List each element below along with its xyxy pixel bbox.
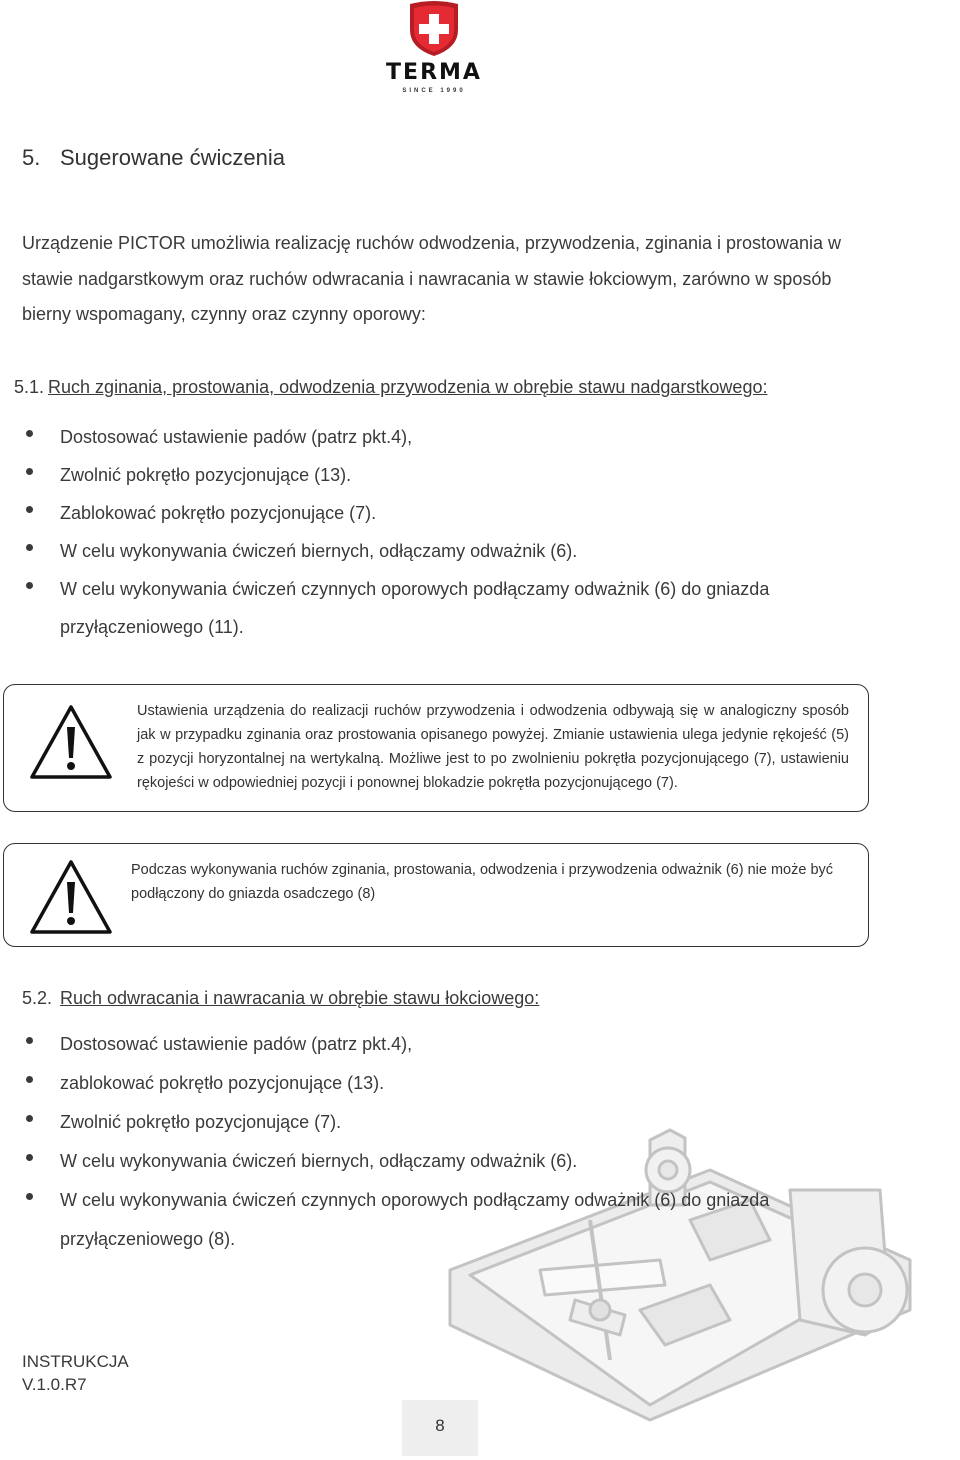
bullet-icon xyxy=(26,1037,33,1044)
doc-title: INSTRUKCJA xyxy=(22,1352,129,1371)
list-item: W celu wykonywania ćwiczeń biernych, odłączamy odważnik (6). xyxy=(22,532,822,570)
steps-list-5-1 xyxy=(22,418,822,646)
shield-cross-icon xyxy=(406,0,462,58)
section-title: Sugerowane ćwiczenia xyxy=(60,145,286,170)
subsection-number: 5.1. xyxy=(14,377,45,397)
bullet-icon xyxy=(26,582,33,589)
warning-triangle-icon xyxy=(28,858,114,936)
list-item: Zwolnić pokrętło pozycjonujące (13). xyxy=(22,456,822,494)
bullet-icon xyxy=(26,1115,33,1122)
list-item: Dostosować ustawienie padów (patrz pkt.4), xyxy=(22,1025,822,1064)
bullet-icon xyxy=(26,1076,33,1083)
terma-logo xyxy=(378,0,490,98)
list-item: Dostosować ustawienie padów (patrz pkt.4), xyxy=(22,418,822,456)
bullet-icon xyxy=(26,544,33,551)
warning-triangle-icon xyxy=(28,703,114,781)
list-item: Zablokować pokrętło pozycjonujące (7). xyxy=(22,494,822,532)
warning-text: Ustawienia urządzenia do realizacji ruchów przywodzenia i odwodzenia odbywają się w analogiczny sposób jak w przypadku zginania oraz prostowania opisanego powyżej. Zmianie ustawienia ulega jedynie rękojeść (5) z pozycji horyzontalnej na wertykalną. Możliwe jest to po zwolnieniu pokrętła pozycjonującego (7), ustawieniu rękojeści w odpowiedniej pozycji i ponownej blokadzie pokrętła pozycjonującego (7). xyxy=(137,703,849,791)
brand-name: TERMA xyxy=(386,60,482,85)
warning-text: Podczas wykonywania ruchów zginania, prostowania, odwodzenia i przywodzenia odważnik (6) nie może być podłączony do gniazda osadczego (8) xyxy=(131,862,834,902)
list-item: W celu wykonywania ćwiczeń czynnych oporowych podłączamy odważnik (6) do gniazda przyłączeniowego (8). xyxy=(22,1181,822,1259)
section-heading xyxy=(22,145,285,171)
bullet-icon xyxy=(26,1193,33,1200)
warning-box xyxy=(3,843,869,947)
bullet-icon xyxy=(26,1154,33,1161)
subsection-heading-5-2 xyxy=(22,988,539,1009)
page-number: 8 xyxy=(435,1416,445,1435)
subsection-heading-5-1 xyxy=(14,377,767,398)
list-item: zablokować pokrętło pozycjonujące (13). xyxy=(22,1064,822,1103)
brand-since: SINCE 1990 xyxy=(402,88,466,94)
list-item: W celu wykonywania ćwiczeń biernych, odłączamy odważnik (6). xyxy=(22,1142,822,1181)
subsection-title: Ruch zginania, prostowania, odwodzenia przywodzenia w obrębie stawu nadgarstkowego: xyxy=(48,377,768,397)
section-number: 5. xyxy=(22,145,41,170)
subsection-number: 5.2. xyxy=(22,988,53,1008)
list-item: W celu wykonywania ćwiczeń czynnych oporowych podłączamy odważnik (6) do gniazda przyłączeniowego (11). xyxy=(22,570,822,646)
warning-box xyxy=(3,684,869,812)
bullet-icon xyxy=(26,430,33,437)
bullet-icon xyxy=(26,468,33,475)
doc-version: V.1.0.R7 xyxy=(22,1375,87,1394)
list-item: Zwolnić pokrętło pozycjonujące (7). xyxy=(22,1103,822,1142)
subsection-title: Ruch odwracania i nawracania w obrębie stawu łokciowego: xyxy=(60,988,540,1008)
steps-list-5-2 xyxy=(22,1025,822,1259)
intro-paragraph: Urządzenie PICTOR umożliwia realizację ruchów odwodzenia, przywodzenia, zginania i prostowania w stawie nadgarstkowym oraz ruchów odwracania i nawracania w stawie łokciowym, zarówno w sposób bierny wspomagany, czynny oraz czynny oporowy: xyxy=(22,233,842,324)
footer-document-id xyxy=(22,1350,129,1396)
bullet-icon xyxy=(26,506,33,513)
